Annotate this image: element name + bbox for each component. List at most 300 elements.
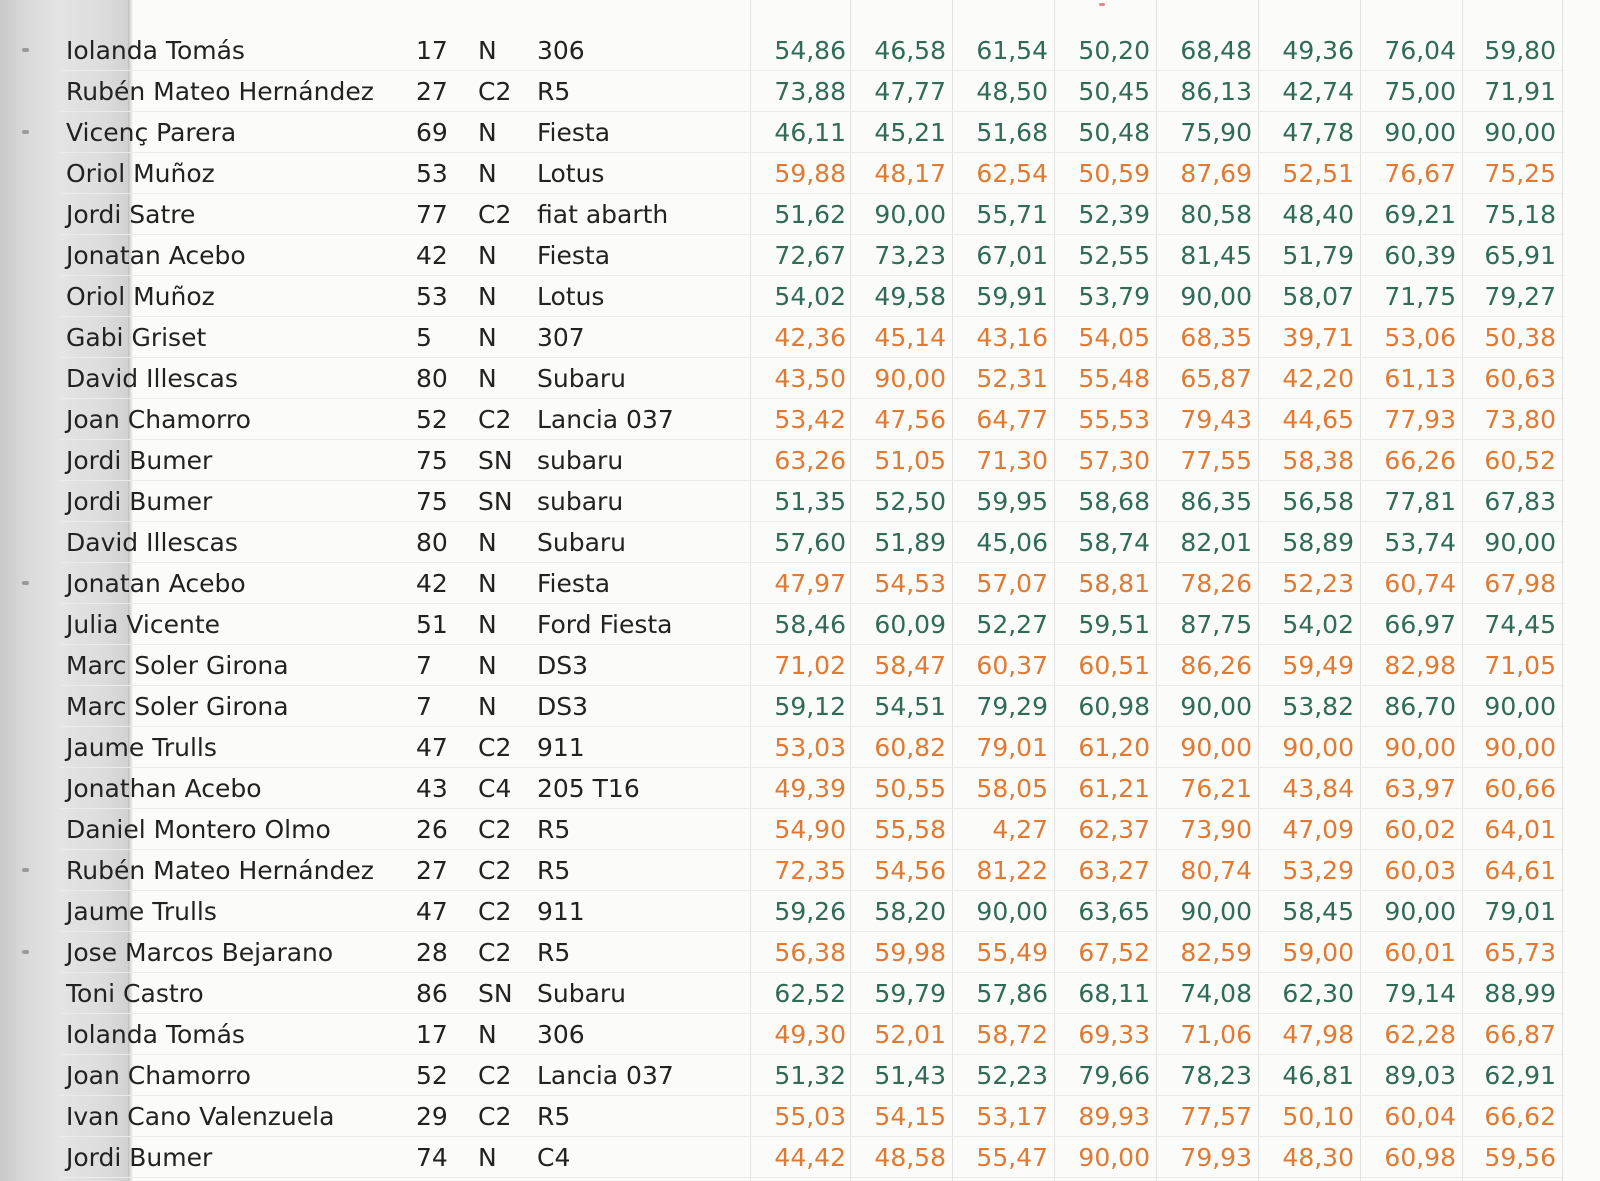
- stage-score: 75,25: [1484, 159, 1556, 188]
- stage-score: 60,37: [976, 651, 1048, 680]
- stage-score: 61,54: [976, 36, 1048, 65]
- stage-score: 50,45: [1078, 77, 1150, 106]
- table-row: [0, 891, 1600, 932]
- stage-score: 67,83: [1484, 487, 1556, 516]
- table-row: [0, 440, 1600, 481]
- driver-name: Jonatan Acebo: [66, 569, 246, 598]
- car-class: N: [478, 569, 497, 598]
- stage-score: 58,38: [1282, 446, 1354, 475]
- stage-score: 44,65: [1282, 405, 1354, 434]
- stage-score: 90,00: [1180, 692, 1252, 721]
- car-number: 5: [416, 323, 432, 352]
- stage-score: 52,01: [874, 1020, 946, 1049]
- car-number: 47: [416, 897, 448, 926]
- stage-score: 62,52: [774, 979, 846, 1008]
- stage-score: 53,29: [1282, 856, 1354, 885]
- table-row: [0, 973, 1600, 1014]
- stage-score: 47,56: [874, 405, 946, 434]
- stage-score: 50,20: [1078, 36, 1150, 65]
- stage-score: 63,65: [1078, 897, 1150, 926]
- car-number: 53: [416, 159, 448, 188]
- driver-name: Jonathan Acebo: [66, 774, 262, 803]
- car-number: 17: [416, 36, 448, 65]
- car-model: 911: [537, 897, 585, 926]
- stage-score: 45,14: [874, 323, 946, 352]
- driver-name: Jonatan Acebo: [66, 241, 246, 270]
- car-model: Subaru: [537, 979, 627, 1008]
- stage-score: 90,00: [1180, 282, 1252, 311]
- stage-score: 53,74: [1384, 528, 1456, 557]
- stage-score: 62,91: [1484, 1061, 1556, 1090]
- table-row: [0, 768, 1600, 809]
- stage-score: 71,02: [774, 651, 846, 680]
- table-row: [0, 358, 1600, 399]
- car-class: C2: [478, 815, 512, 844]
- car-model: subaru: [537, 487, 624, 516]
- car-number: 28: [416, 938, 448, 967]
- car-number: 77: [416, 200, 448, 229]
- stage-score: 51,68: [976, 118, 1048, 147]
- stage-score: 87,75: [1180, 610, 1252, 639]
- stage-score: 90,00: [1078, 1143, 1150, 1172]
- binding-hole-mark: [22, 868, 29, 872]
- stage-score: 47,77: [874, 77, 946, 106]
- stage-score: 66,26: [1384, 446, 1456, 475]
- table-row: [0, 1055, 1600, 1096]
- stage-score: 90,00: [874, 364, 946, 393]
- driver-name: David Illescas: [66, 528, 238, 557]
- table-row: [0, 604, 1600, 645]
- car-number: 86: [416, 979, 448, 1008]
- stage-score: 59,51: [1078, 610, 1150, 639]
- stage-score: 48,30: [1282, 1143, 1354, 1172]
- stage-score: 4,27: [992, 815, 1048, 844]
- driver-name: Ivan Cano Valenzuela: [66, 1102, 335, 1131]
- stage-score: 58,74: [1078, 528, 1150, 557]
- car-number: 17: [416, 1020, 448, 1049]
- stage-score: 75,90: [1180, 118, 1252, 147]
- car-class: N: [478, 1143, 497, 1172]
- driver-name: Jaume Trulls: [66, 897, 217, 926]
- stage-score: 59,12: [774, 692, 846, 721]
- stage-score: 60,03: [1384, 856, 1456, 885]
- stage-score: 64,77: [976, 405, 1048, 434]
- stage-score: 79,14: [1384, 979, 1456, 1008]
- stage-score: 54,56: [874, 856, 946, 885]
- stage-score: 81,22: [976, 856, 1048, 885]
- stage-score: 54,02: [774, 282, 846, 311]
- stage-score: 54,05: [1078, 323, 1150, 352]
- car-number: 51: [416, 610, 448, 639]
- stage-score: 71,75: [1384, 282, 1456, 311]
- stage-score: 58,68: [1078, 487, 1150, 516]
- stage-score: 49,30: [774, 1020, 846, 1049]
- stage-score: 65,87: [1180, 364, 1252, 393]
- stage-score: 86,35: [1180, 487, 1252, 516]
- car-number: 26: [416, 815, 448, 844]
- stage-score: 71,91: [1484, 77, 1556, 106]
- car-class: C2: [478, 405, 512, 434]
- stage-score: 53,82: [1282, 692, 1354, 721]
- driver-name: Marc Soler Girona: [66, 651, 289, 680]
- stage-score: 86,26: [1180, 651, 1252, 680]
- car-number: 52: [416, 1061, 448, 1090]
- car-class: N: [478, 118, 497, 147]
- car-model: Lancia 037: [537, 405, 674, 434]
- car-model: DS3: [537, 651, 589, 680]
- stage-score: 50,48: [1078, 118, 1150, 147]
- table-row: [0, 71, 1600, 112]
- stage-score: 79,66: [1078, 1061, 1150, 1090]
- stage-score: 76,21: [1180, 774, 1252, 803]
- binding-hole-mark: [22, 48, 29, 52]
- stage-score: 59,95: [976, 487, 1048, 516]
- car-model: Fiesta: [537, 118, 611, 147]
- stage-score: 55,58: [874, 815, 946, 844]
- car-number: 53: [416, 282, 448, 311]
- stage-score: 60,74: [1384, 569, 1456, 598]
- car-number: 80: [416, 528, 448, 557]
- table-row: [0, 1137, 1600, 1178]
- stage-score: 60,52: [1484, 446, 1556, 475]
- driver-name: Rubén Mateo Hernández: [66, 856, 374, 885]
- car-number: 42: [416, 569, 448, 598]
- stage-score: 86,70: [1384, 692, 1456, 721]
- stage-score: 90,00: [1384, 118, 1456, 147]
- car-class: C2: [478, 1061, 512, 1090]
- stage-score: 69,21: [1384, 200, 1456, 229]
- stage-score: 89,93: [1078, 1102, 1150, 1131]
- driver-name: David Illescas: [66, 364, 238, 393]
- stage-score: 42,36: [774, 323, 846, 352]
- stage-score: 62,28: [1384, 1020, 1456, 1049]
- stage-score: 55,03: [774, 1102, 846, 1131]
- stage-score: 60,98: [1078, 692, 1150, 721]
- car-number: 52: [416, 405, 448, 434]
- stage-score: 59,79: [874, 979, 946, 1008]
- stage-score: 69,33: [1078, 1020, 1150, 1049]
- stage-score: 71,30: [976, 446, 1048, 475]
- stage-score: 53,06: [1384, 323, 1456, 352]
- table-row: [0, 481, 1600, 522]
- stage-score: 50,38: [1484, 323, 1556, 352]
- stage-score: 48,40: [1282, 200, 1354, 229]
- table-row: [0, 1014, 1600, 1055]
- stage-score: 54,02: [1282, 610, 1354, 639]
- stage-score: 87,69: [1180, 159, 1252, 188]
- car-model: 306: [537, 1020, 585, 1049]
- driver-name: Oriol Muñoz: [66, 159, 215, 188]
- car-class: N: [478, 241, 497, 270]
- stage-score: 60,39: [1384, 241, 1456, 270]
- car-number: 27: [416, 77, 448, 106]
- driver-name: Iolanda Tomás: [66, 1020, 245, 1049]
- stage-score: 60,82: [874, 733, 946, 762]
- table-row: [0, 276, 1600, 317]
- stage-score: 60,01: [1384, 938, 1456, 967]
- car-model: Lotus: [537, 159, 605, 188]
- stage-score: 58,89: [1282, 528, 1354, 557]
- driver-name: Julia Vicente: [66, 610, 221, 639]
- stage-score: 60,04: [1384, 1102, 1456, 1131]
- stage-score: 48,50: [976, 77, 1048, 106]
- stage-score: 90,00: [1384, 733, 1456, 762]
- driver-name: Marc Soler Girona: [66, 692, 289, 721]
- stage-score: 66,87: [1484, 1020, 1556, 1049]
- stage-score: 79,29: [976, 692, 1048, 721]
- stage-score: 49,36: [1282, 36, 1354, 65]
- car-class: N: [478, 610, 497, 639]
- stage-score: 51,05: [874, 446, 946, 475]
- stage-score: 59,88: [774, 159, 846, 188]
- stage-score: 45,06: [976, 528, 1048, 557]
- car-number: 7: [416, 692, 432, 721]
- stage-score: 47,78: [1282, 118, 1354, 147]
- car-model: Fiesta: [537, 569, 611, 598]
- car-model: R5: [537, 77, 571, 106]
- stage-score: 72,67: [774, 241, 846, 270]
- stage-score: 46,11: [774, 118, 846, 147]
- table-row: [0, 399, 1600, 440]
- car-model: Ford Fiesta: [537, 610, 673, 639]
- driver-name: Jordi Satre: [66, 200, 196, 229]
- car-class: N: [478, 159, 497, 188]
- stage-score: 79,27: [1484, 282, 1556, 311]
- stage-score: 73,90: [1180, 815, 1252, 844]
- stage-score: 77,93: [1384, 405, 1456, 434]
- stage-score: 73,23: [874, 241, 946, 270]
- stage-score: 57,60: [774, 528, 846, 557]
- stage-score: 49,58: [874, 282, 946, 311]
- car-model: Lancia 037: [537, 1061, 674, 1090]
- stage-score: 52,55: [1078, 241, 1150, 270]
- car-number: 74: [416, 1143, 448, 1172]
- car-model: C4: [537, 1143, 571, 1172]
- stage-score: 77,57: [1180, 1102, 1252, 1131]
- car-class: N: [478, 364, 497, 393]
- car-model: 307: [537, 323, 585, 352]
- stage-score: 55,48: [1078, 364, 1150, 393]
- driver-name: Toni Castro: [66, 979, 204, 1008]
- stage-score: 53,17: [976, 1102, 1048, 1131]
- stage-score: 65,73: [1484, 938, 1556, 967]
- driver-name: Oriol Muñoz: [66, 282, 215, 311]
- stage-score: 55,53: [1078, 405, 1150, 434]
- stage-score: 68,48: [1180, 36, 1252, 65]
- stage-score: 74,08: [1180, 979, 1252, 1008]
- stage-score: 73,80: [1484, 405, 1556, 434]
- stage-score: 52,31: [976, 364, 1048, 393]
- stage-score: 58,46: [774, 610, 846, 639]
- stage-score: 63,27: [1078, 856, 1150, 885]
- car-model: R5: [537, 1102, 571, 1131]
- stage-score: 54,90: [774, 815, 846, 844]
- stage-score: 76,04: [1384, 36, 1456, 65]
- stage-score: 68,35: [1180, 323, 1252, 352]
- stage-score: 80,58: [1180, 200, 1252, 229]
- stage-score: 60,09: [874, 610, 946, 639]
- stage-score: 49,39: [774, 774, 846, 803]
- stage-score: 43,16: [976, 323, 1048, 352]
- stage-score: 67,01: [976, 241, 1048, 270]
- stage-score: 90,00: [1180, 733, 1252, 762]
- stage-score: 47,98: [1282, 1020, 1354, 1049]
- stage-score: 90,00: [976, 897, 1048, 926]
- stage-score: 86,13: [1180, 77, 1252, 106]
- stage-score: 50,59: [1078, 159, 1150, 188]
- binding-hole-mark: [22, 950, 29, 954]
- stage-score: 82,59: [1180, 938, 1252, 967]
- stage-score: 55,49: [976, 938, 1048, 967]
- stage-score: 66,97: [1384, 610, 1456, 639]
- stage-score: 53,79: [1078, 282, 1150, 311]
- stage-score: 64,01: [1484, 815, 1556, 844]
- stage-score: 79,01: [976, 733, 1048, 762]
- stage-score: 82,98: [1384, 651, 1456, 680]
- stage-score: 79,43: [1180, 405, 1252, 434]
- stage-score: 51,32: [774, 1061, 846, 1090]
- stage-score: 54,53: [874, 569, 946, 598]
- stage-score: 56,58: [1282, 487, 1354, 516]
- stage-score: 60,63: [1484, 364, 1556, 393]
- stage-score: 90,00: [1484, 733, 1556, 762]
- stage-score: 89,03: [1384, 1061, 1456, 1090]
- stage-score: 77,81: [1384, 487, 1456, 516]
- driver-name: Jordi Bumer: [66, 487, 213, 516]
- car-class: C2: [478, 938, 512, 967]
- car-number: 7: [416, 651, 432, 680]
- stage-score: 46,81: [1282, 1061, 1354, 1090]
- car-class: N: [478, 651, 497, 680]
- stage-score: 73,88: [774, 77, 846, 106]
- car-class: C2: [478, 1102, 512, 1131]
- stage-score: 54,51: [874, 692, 946, 721]
- stage-score: 79,93: [1180, 1143, 1252, 1172]
- stage-score: 48,17: [874, 159, 946, 188]
- stage-score: 77,55: [1180, 446, 1252, 475]
- driver-name: Jordi Bumer: [66, 446, 213, 475]
- car-number: 27: [416, 856, 448, 885]
- car-model: R5: [537, 856, 571, 885]
- car-number: 75: [416, 487, 448, 516]
- stage-score: 62,37: [1078, 815, 1150, 844]
- stage-score: 60,02: [1384, 815, 1456, 844]
- car-class: C2: [478, 77, 512, 106]
- car-class: N: [478, 1020, 497, 1049]
- stage-score: 59,98: [874, 938, 946, 967]
- car-model: DS3: [537, 692, 589, 721]
- stage-score: 60,98: [1384, 1143, 1456, 1172]
- stage-score: 51,79: [1282, 241, 1354, 270]
- stage-score: 48,58: [874, 1143, 946, 1172]
- stage-score: 44,42: [774, 1143, 846, 1172]
- stage-score: 63,26: [774, 446, 846, 475]
- table-row: [0, 563, 1600, 604]
- table-row: [0, 727, 1600, 768]
- stage-score: 90,00: [1180, 897, 1252, 926]
- car-class: N: [478, 528, 497, 557]
- table-row: [0, 850, 1600, 891]
- stage-score: 58,20: [874, 897, 946, 926]
- car-model: Fiesta: [537, 241, 611, 270]
- stage-score: 43,50: [774, 364, 846, 393]
- stage-score: 90,00: [1484, 118, 1556, 147]
- stage-score: 58,05: [976, 774, 1048, 803]
- driver-name: Jaume Trulls: [66, 733, 217, 762]
- car-number: 42: [416, 241, 448, 270]
- stage-score: 67,52: [1078, 938, 1150, 967]
- car-model: Lotus: [537, 282, 605, 311]
- stage-score: 59,80: [1484, 36, 1556, 65]
- table-row: [0, 686, 1600, 727]
- stage-score: 78,26: [1180, 569, 1252, 598]
- stage-score: 54,86: [774, 36, 846, 65]
- stage-score: 51,35: [774, 487, 846, 516]
- stage-score: 57,30: [1078, 446, 1150, 475]
- stage-score: 52,23: [1282, 569, 1354, 598]
- car-number: 80: [416, 364, 448, 393]
- car-model: fiat abarth: [537, 200, 669, 229]
- table-row: [0, 522, 1600, 563]
- stage-score: 58,07: [1282, 282, 1354, 311]
- stage-score: 88,99: [1484, 979, 1556, 1008]
- car-number: 29: [416, 1102, 448, 1131]
- stage-score: 78,23: [1180, 1061, 1252, 1090]
- stage-score: 59,56: [1484, 1143, 1556, 1172]
- stage-score: 82,01: [1180, 528, 1252, 557]
- car-number: 69: [416, 118, 448, 147]
- car-model: R5: [537, 815, 571, 844]
- car-class: C2: [478, 200, 512, 229]
- table-row: [0, 1096, 1600, 1137]
- stage-score: 90,00: [1484, 692, 1556, 721]
- driver-name: Gabi Griset: [66, 323, 207, 352]
- stage-score: 42,74: [1282, 77, 1354, 106]
- stage-score: 75,00: [1384, 77, 1456, 106]
- stage-score: 47,97: [774, 569, 846, 598]
- stage-score: 52,50: [874, 487, 946, 516]
- stage-score: 75,18: [1484, 200, 1556, 229]
- stage-score: 53,42: [774, 405, 846, 434]
- stage-score: 51,62: [774, 200, 846, 229]
- stage-score: 90,00: [1282, 733, 1354, 762]
- stage-score: 60,51: [1078, 651, 1150, 680]
- stage-score: 61,21: [1078, 774, 1150, 803]
- car-model: 205 T16: [537, 774, 640, 803]
- stage-score: 59,26: [774, 897, 846, 926]
- car-class: SN: [478, 487, 513, 516]
- stage-score: 58,72: [976, 1020, 1048, 1049]
- stage-score: 55,47: [976, 1143, 1048, 1172]
- binding-hole-mark: [22, 130, 29, 134]
- car-class: SN: [478, 979, 513, 1008]
- driver-name: Vicenç Parera: [66, 118, 237, 147]
- stage-score: 57,86: [976, 979, 1048, 1008]
- stage-score: 53,03: [774, 733, 846, 762]
- stage-score: 72,35: [774, 856, 846, 885]
- car-class: C4: [478, 774, 512, 803]
- car-class: N: [478, 36, 497, 65]
- table-row: [0, 194, 1600, 235]
- table-row: [0, 235, 1600, 276]
- driver-name: Jordi Bumer: [66, 1143, 213, 1172]
- car-class: N: [478, 692, 497, 721]
- table-row: [0, 112, 1600, 153]
- car-model: R5: [537, 938, 571, 967]
- stage-score: 54,15: [874, 1102, 946, 1131]
- stage-score: 60,66: [1484, 774, 1556, 803]
- car-number: 75: [416, 446, 448, 475]
